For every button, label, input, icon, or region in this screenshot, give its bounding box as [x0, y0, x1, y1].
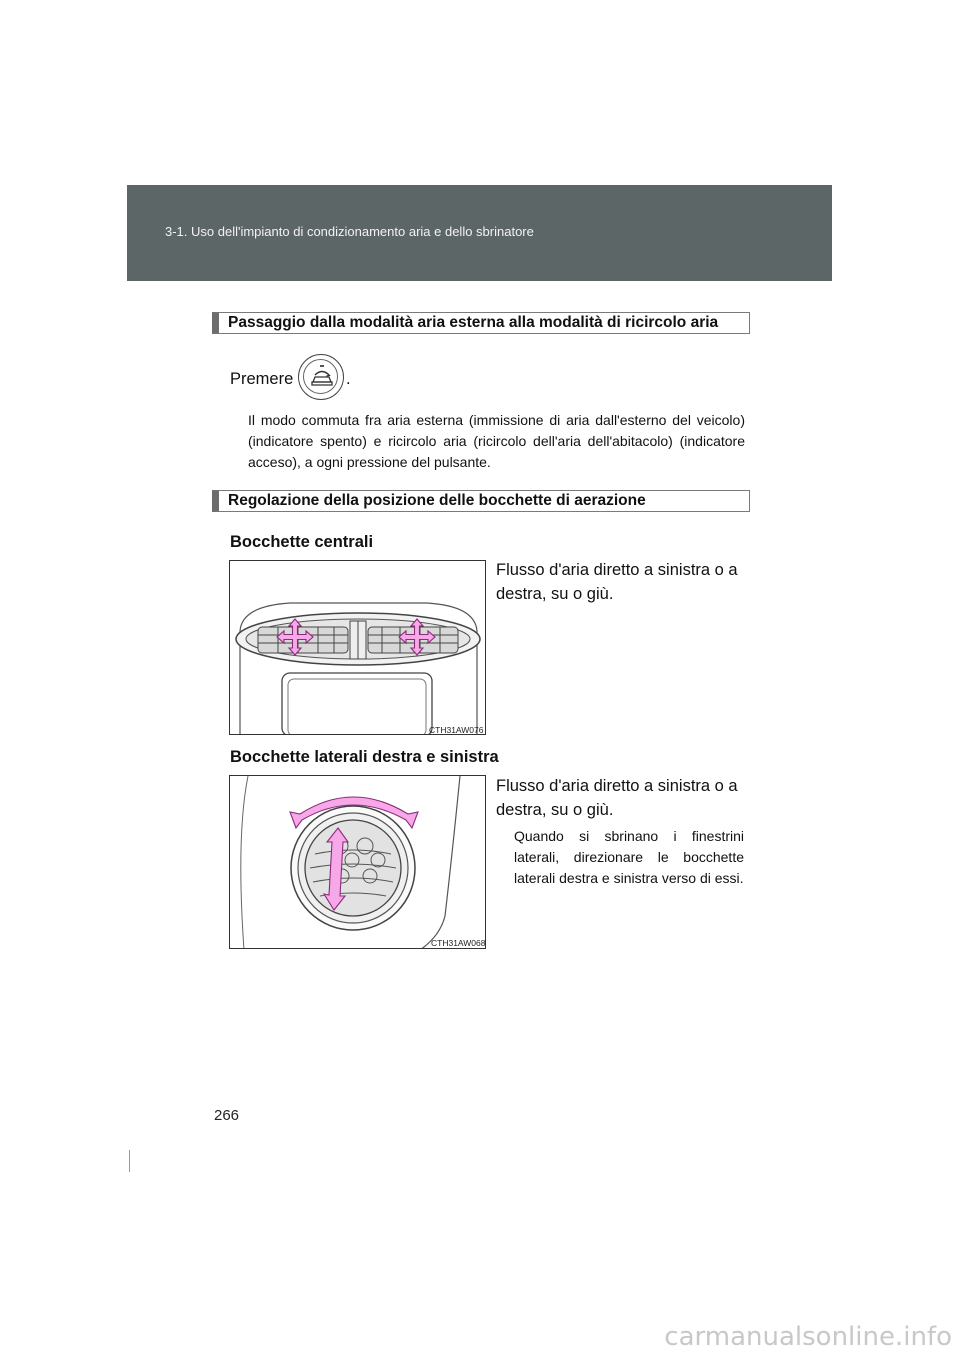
central-text-line1: Flusso d'aria diretto a sinistra o a [496, 561, 738, 579]
side-vents-illustration [229, 775, 486, 949]
section-title-text: Passaggio dalla modalità aria esterna alla modalità di ricircolo aria [228, 314, 719, 331]
section-title-recirculation [212, 312, 750, 334]
press-suffix: . [346, 370, 351, 388]
figure-code: CTH31AW068 [431, 938, 486, 948]
page-number: 266 [214, 1107, 240, 1124]
section-title-vents [212, 490, 750, 512]
press-label: Premere [230, 370, 294, 388]
recirculation-description: Il modo commuta fra aria esterna (immissione di aria dall'esterno del veicolo) (indicatore spento) e ricircolo aria (ricircolo dell'aria dell'abitacolo) (indicatore acceso), a ogni pressione del pulsante. [248, 412, 745, 470]
chapter-header-bar [127, 185, 832, 281]
central-text-line2: destra, su o giù. [496, 585, 614, 603]
heading-central-vents: Bocchette centrali [230, 533, 374, 551]
figure-code: CTH31AW076 [429, 725, 484, 735]
watermark: carmanualsonline.info [664, 1322, 952, 1352]
side-text-line1: Flusso d'aria diretto a sinistra o a [496, 777, 738, 795]
central-vents-illustration [229, 560, 486, 735]
recirculation-button-icon [298, 354, 344, 400]
breadcrumb: 3-1. Uso dell'impianto di condizionamento aria e dello sbrinatore [165, 224, 534, 239]
section-title-text: Regolazione della posizione delle bocchette di aerazione [228, 492, 646, 509]
side-vents-note: Quando si sbrinano i finestrini laterali, direzionare le bocchette laterali destra e sinistra verso di essi. [514, 828, 744, 886]
heading-side-vents: Bocchette laterali destra e sinistra [230, 748, 499, 766]
margin-mark [129, 1150, 130, 1172]
side-text-line2: destra, su o giù. [496, 801, 614, 819]
